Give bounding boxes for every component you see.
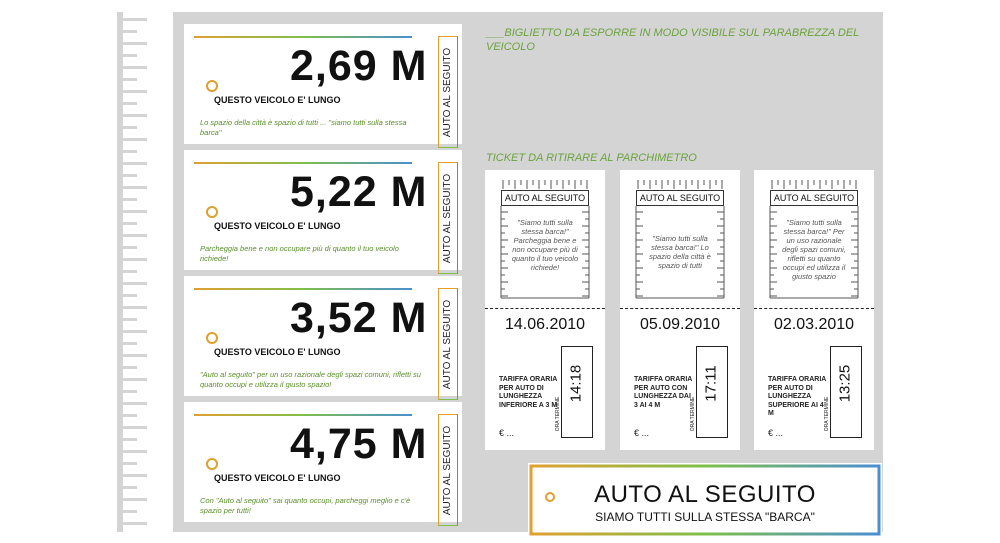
parking-meter-heading: TICKET DA RITIRARE AL PARCHIMETRO <box>486 152 697 164</box>
tag-slogan: Con "Auto al seguito" sai quanto occupi, parcheggi meglio e c'è spazio per tutti! <box>200 496 411 515</box>
ticket-brand: AUTO AL SEGUITO <box>770 190 858 206</box>
circle-icon <box>206 80 218 92</box>
tear-line <box>754 308 874 309</box>
side-label-box <box>438 162 458 274</box>
tag-slogan: "Auto al seguito" per un uso razionale degli spazi comuni, rifletti su quanto occupi e utilizza il giusto spazio! <box>200 370 421 389</box>
tag-slogan: Lo spazio della città è spazio di tutti ... "siamo tutti sulla stessa barca" <box>200 118 407 137</box>
side-label-box <box>438 414 458 526</box>
ticket-price: € ... <box>768 428 784 438</box>
end-time-box <box>690 346 728 438</box>
left-ruler-decoration <box>117 12 159 532</box>
side-label: AUTO AL SEGUITO <box>442 299 454 389</box>
circle-icon <box>206 332 218 344</box>
end-time: 13:25 <box>836 364 854 403</box>
windshield-heading: ___BIGLIETTO DA ESPORRE IN MODO VISIBILE SUL PARABREZZA DEL VEICOLO <box>486 27 860 53</box>
vehicle-tag-3 <box>184 276 462 396</box>
ticket-quote: "Siamo tutti sulla stessa barca!" Parcheggia bene e non occupare più di quanto il tuo veicolo richiede! <box>511 218 579 272</box>
vehicle-caption: QUESTO VEICOLO E' LUNGO <box>214 347 341 357</box>
vehicle-length: 5,22 M <box>290 168 428 216</box>
ticket-date: 02.03.2010 <box>773 316 855 333</box>
vehicle-length: 4,75 M <box>290 420 428 468</box>
circle-icon <box>206 458 218 470</box>
side-label-box <box>438 36 458 148</box>
ticket-date: 14.06.2010 <box>504 316 586 333</box>
vehicle-length: 3,52 M <box>290 294 428 342</box>
tear-line <box>485 308 605 309</box>
side-label: AUTO AL SEGUITO <box>442 425 454 515</box>
end-time-label: ORA TERMINE <box>690 396 696 432</box>
parking-ticket-2 <box>620 170 740 450</box>
brand-logo <box>528 463 882 537</box>
vehicle-caption: QUESTO VEICOLO E' LUNGO <box>214 221 341 231</box>
ticket-price: € ... <box>499 428 515 438</box>
vehicle-caption: QUESTO VEICOLO E' LUNGO <box>214 473 341 483</box>
side-label-box <box>438 288 458 400</box>
ticket-quote: "Siamo tutti sulla stessa barca!" Per un uso razionale degli spazi comuni, rifletti su quanto occupi ed utilizza il giusto spazio <box>782 218 846 281</box>
ticket-tariff: TARIFFA ORARIA PER AUTO CON LUNGHEZZA DAI 3 AI 4 M <box>634 376 693 409</box>
ticket-brand: AUTO AL SEGUITO <box>636 190 724 206</box>
end-time: 17:11 <box>702 365 720 402</box>
vehicle-length: 2,69 M <box>290 42 428 90</box>
end-time-box <box>555 346 593 438</box>
vehicle-tag-1 <box>184 24 462 144</box>
side-label: AUTO AL SEGUITO <box>442 47 454 137</box>
circle-icon <box>206 206 218 218</box>
ticket-price: € ... <box>634 428 650 438</box>
end-time-label: ORA TERMINE <box>555 396 561 432</box>
ticket-brand: AUTO AL SEGUITO <box>501 190 589 206</box>
end-time: 14:18 <box>567 364 585 403</box>
vehicle-tag-2 <box>184 150 462 270</box>
ticket-tariff: TARIFFA ORARIA PER AUTO DI LUNGHEZZA INFERIORE A 3 M <box>499 376 558 409</box>
end-time-label: ORA TERMINE <box>824 396 830 432</box>
logo-title: AUTO AL SEGUITO <box>594 481 816 508</box>
parking-ticket-1 <box>485 170 605 450</box>
vehicle-tag-4 <box>184 402 462 522</box>
ticket-quote: "Siamo tutti sulla stessa barca!" Lo spazio della città è spazio di tutti <box>649 234 711 270</box>
vehicle-caption: QUESTO VEICOLO E' LUNGO <box>214 95 341 105</box>
side-label: AUTO AL SEGUITO <box>442 173 454 263</box>
ticket-tariff: TARIFFA ORARIA PER AUTO DI LUNGHEZZA SUPERIORE AI 4 M <box>768 376 827 417</box>
parking-ticket-3 <box>754 170 874 450</box>
ticket-date: 05.09.2010 <box>639 316 721 333</box>
tag-slogan: Parcheggia bene e non occupare più di quanto il tuo veicolo richiede! <box>200 244 399 263</box>
tear-line <box>620 308 740 309</box>
end-time-box <box>824 346 862 438</box>
logo-subtitle: SIAMO TUTTI SULLA STESSA "BARCA" <box>595 510 815 524</box>
